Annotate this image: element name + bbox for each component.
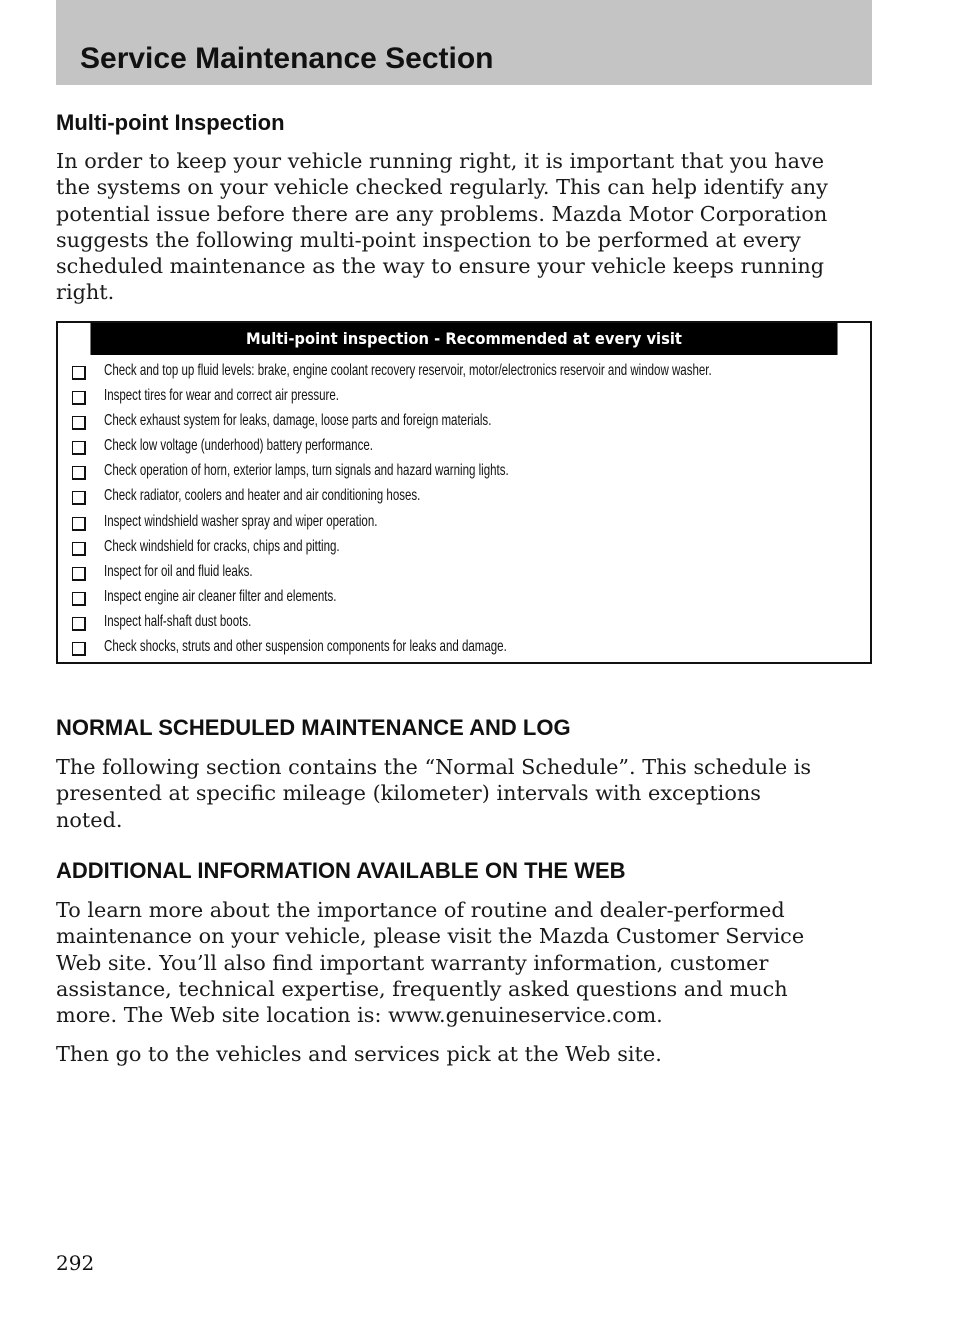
checklist-items: [58, 361, 870, 662]
checklist-item-text: Check shocks, struts and other suspension components for leaks and damage.: [104, 638, 507, 656]
checklist-item: [58, 537, 870, 562]
checklist-item-text: Inspect engine air cleaner filter and elements.: [104, 587, 337, 605]
text-line: To learn more about the importance of routine and dealer-performed: [56, 898, 785, 922]
checklist-item: [58, 361, 870, 386]
text-line: scheduled maintenance as the way to ensure your vehicle keeps running: [56, 254, 825, 279]
text-line: suggests the following multi-point inspection to be performed at every: [56, 227, 801, 252]
additional-info-heading: ADDITIONAL INFORMATION AVAILABLE ON THE WEB: [56, 858, 626, 883]
text-line: presented at specific mileage (kilometer) intervals with exceptions: [56, 781, 761, 806]
checkbox-icon[interactable]: [72, 542, 86, 556]
section-title: Service Maintenance Section: [80, 42, 494, 75]
checklist-item: [58, 411, 870, 436]
checkbox-icon[interactable]: [72, 592, 86, 606]
closing-text: [56, 1041, 886, 1067]
checkbox-icon[interactable]: [72, 617, 86, 631]
inspection-checklist-box: [56, 321, 872, 664]
page-number: 292: [56, 1251, 95, 1275]
checkbox-icon[interactable]: [72, 491, 86, 505]
checklist-item: [58, 436, 870, 461]
checklist-item: [58, 637, 870, 662]
normal-schedule-text: [56, 754, 886, 833]
multipoint-intro: [56, 148, 886, 306]
text-line: right.: [56, 280, 115, 305]
checkbox-icon[interactable]: [72, 441, 86, 455]
checklist-item-text: Check and top up fluid levels: brake, engine coolant recovery reservoir, motor/electronics reservoir and window washer.: [104, 362, 712, 379]
checklist-item-text: Check windshield for cracks, chips and pitting.: [104, 537, 340, 555]
checkbox-icon[interactable]: [72, 567, 86, 581]
checklist-item: [58, 461, 870, 486]
text-line: noted.: [56, 807, 123, 832]
additional-info-text: [56, 897, 886, 1028]
checkbox-icon[interactable]: [72, 366, 86, 380]
section-header: [56, 0, 872, 85]
text-line: The following section contains the “Normal Schedule”. This schedule is: [56, 755, 812, 779]
text-line: potential issue before there are any problems. Mazda Motor Corporation: [56, 201, 828, 226]
checklist-item: [58, 486, 870, 511]
text-line: assistance, technical expertise, frequently asked questions and much: [56, 976, 788, 1001]
text-line: maintenance on your vehicle, please visit the Mazda Customer Service: [56, 924, 805, 949]
checklist-item-text: Inspect windshield washer spray and wiper operation.: [104, 512, 378, 530]
text-line: the systems on your vehicle checked regularly. This can help identify any: [56, 175, 828, 200]
checklist-item: [58, 512, 870, 537]
multipoint-heading: Multi-point Inspection: [56, 110, 285, 135]
checkbox-icon[interactable]: [72, 642, 86, 656]
normal-schedule-heading: NORMAL SCHEDULED MAINTENANCE AND LOG: [56, 715, 571, 740]
checklist-title: Multi-point inspection - Recommended at every visit: [90, 323, 837, 355]
text-line: more. The Web site location is: www.genuineservice.com.: [56, 1003, 663, 1028]
checklist-item-text: Inspect for oil and fluid leaks.: [104, 562, 253, 580]
text-line: In order to keep your vehicle running right, it is important that you have: [56, 149, 825, 173]
checklist-item: [58, 587, 870, 612]
checklist-item: [58, 612, 870, 637]
checklist-item-text: Check operation of horn, exterior lamps, turn signals and hazard warning lights.: [104, 462, 509, 480]
checkbox-icon[interactable]: [72, 391, 86, 405]
checklist-item-text: Inspect tires for wear and correct air pressure.: [104, 387, 339, 405]
checklist-item: [58, 386, 870, 411]
checklist-item: [58, 562, 870, 587]
checklist-item-text: Check low voltage (underhood) battery performance.: [104, 437, 373, 455]
text-line: Web site. You’ll also find important warranty information, customer: [56, 950, 769, 975]
checklist-item-text: Check radiator, coolers and heater and air conditioning hoses.: [104, 487, 421, 505]
checklist-item-text: Inspect half-shaft dust boots.: [104, 612, 252, 630]
checkbox-icon[interactable]: [72, 416, 86, 430]
checkbox-icon[interactable]: [72, 466, 86, 480]
checklist-item-text: Check exhaust system for leaks, damage, loose parts and foreign materials.: [104, 412, 492, 430]
text-line: Then go to the vehicles and services pick at the Web site.: [56, 1042, 662, 1066]
checkbox-icon[interactable]: [72, 517, 86, 531]
